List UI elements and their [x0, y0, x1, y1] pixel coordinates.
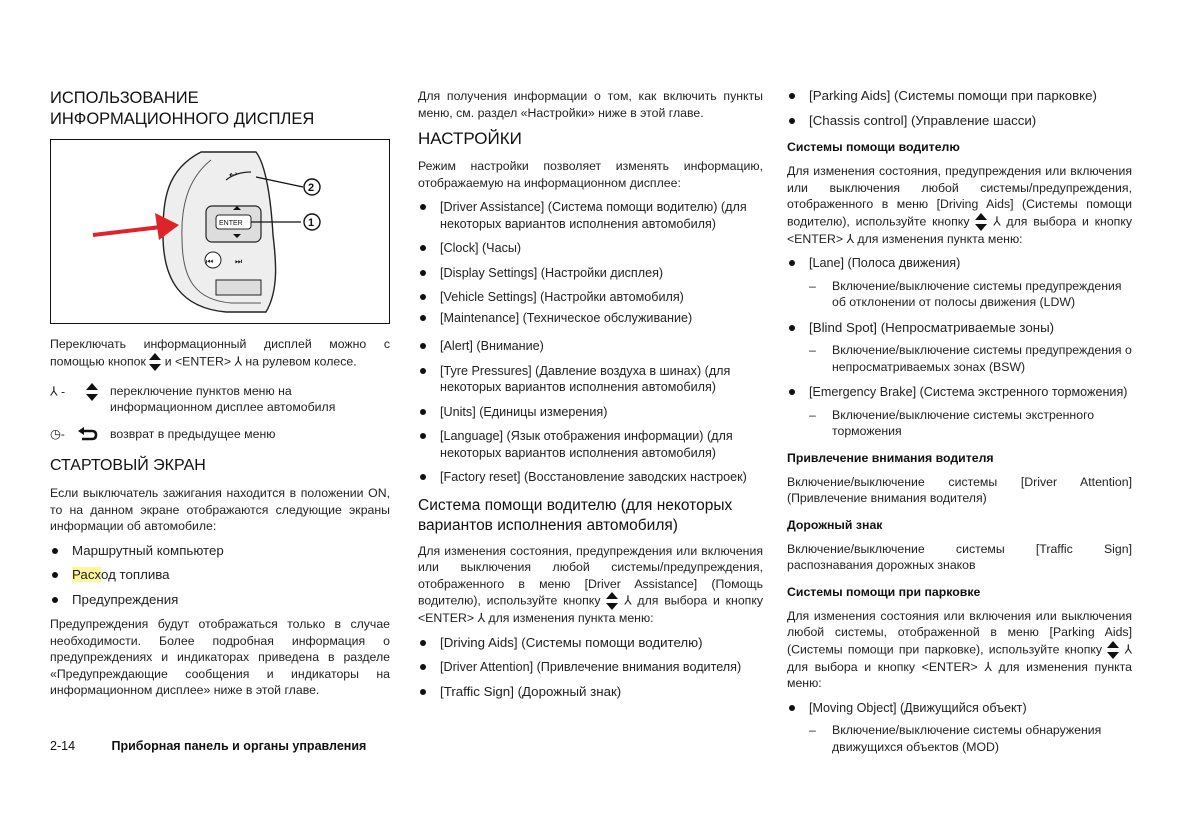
settings-list — [418, 199, 763, 486]
list-item: [Blind Spot] (Непросматриваемые зоны) — [787, 320, 1132, 337]
list-item: Расход топлива — [50, 567, 390, 584]
list-item: [Driving Aids] (Системы помощи водителю) — [418, 635, 763, 652]
driver-assistance-list — [418, 635, 763, 701]
list-item: [Emergency Brake] (Система экстренного торможения) — [787, 384, 1132, 401]
list-item: [Alert] (Внимание) — [418, 338, 763, 355]
list-item: [Maintenance] (Техническое обслуживание) — [418, 310, 763, 327]
warnings-paragraph: Предупреждения будут отображаться только в случае необходимости. Более подробная информация о предупреждениях и индикаторах приведена в разделе «Предупреждающие сообщения и индикаторы на информационном дисплее» ниже в этой главе. — [50, 617, 390, 697]
driver-assistance-heading: Система помощи водителю (для некоторых вариантов исполнения автомобиля) — [418, 496, 733, 534]
driving-aids-list — [787, 255, 1132, 272]
up-down-arrows-icon — [149, 353, 161, 371]
svg-text:↩: ↩ — [229, 170, 238, 181]
enter-label: ENTER — [219, 220, 243, 227]
traffic-sign-paragraph: Включение/выключение системы [Traffic Sign] распознавания дорожных знаков — [787, 541, 1132, 572]
parking-aids-list — [787, 700, 1132, 717]
red-arrow-shaft — [93, 227, 161, 235]
page-footer — [50, 739, 366, 753]
parking-aids-heading: Системы помощи при парковке — [787, 584, 981, 599]
driver-assistance-paragraph: Для изменения состояния, предупреждения или включения или выключения любой системы/предупреждения, отображенного в меню [Driver Assistance] (Помощь водителю), используйте кнопку ⅄ для выбора и кнопку <ENTER> ⅄ для изменения пункта меню: — [418, 543, 763, 625]
intro-paragraph: Переключать информационный дисплей можно с помощью кнопок и <ENTER> ⅄ на рулевом колесе. — [50, 336, 390, 371]
column-right — [787, 88, 1132, 764]
svg-text:2: 2 — [308, 182, 315, 194]
settings-paragraph: Режим настройки позволяет изменять информацию, отображаемую на информационном дисплее: — [418, 159, 763, 190]
sub-item: – Включение/выключение системы обнаружения движущихся объектов (MOD) — [809, 723, 1102, 754]
parking-aids-paragraph: Для изменения состояния или включения или выключения любой системы, отображенной в меню [Parking Aids] (Системы помощи при парковке), используйте кнопку ⅄ для выбора и кнопку <ENTER> ⅄ для изменения пункта меню: — [787, 608, 1132, 690]
list-item: [Lane] (Полоса движения) — [787, 255, 1132, 272]
enter-icon: ⅄ — [234, 353, 242, 368]
attention-paragraph: Включение/выключение системы [Driver Attention] (Привлечение внимания водителя) — [787, 474, 1132, 505]
settings-heading: НАСТРОЙКИ — [418, 129, 522, 148]
enter-icon: ⅄ — [1124, 641, 1132, 656]
driving-aids-list-3 — [787, 384, 1132, 401]
up-down-arrows-icon — [86, 383, 98, 401]
driving-aids-list-2 — [787, 320, 1132, 337]
svg-text:⏮: ⏮ — [206, 257, 214, 266]
sub-item: – Включение/выключение системы экстренного торможения — [809, 407, 1095, 438]
back-arrow-icon — [78, 427, 98, 441]
list-item: [Vehicle Settings] (Настройки автомобиля) — [418, 289, 763, 306]
enter-icon: ⅄ — [984, 659, 992, 674]
list-item: [Moving Object] (Движущийся объект) — [787, 700, 1132, 717]
list-item: [Traffic Sign] (Дорожный знак) — [418, 684, 763, 701]
attention-heading: Привлечение внимания водителя — [787, 450, 994, 465]
page-number: 2-14 — [50, 739, 76, 753]
up-down-arrows-icon — [975, 213, 987, 231]
list-item: [Units] (Единицы измерения) — [418, 404, 763, 421]
footer-title: Приборная панель и органы управления — [111, 739, 367, 753]
svg-text:1: 1 — [308, 217, 315, 229]
col2-intro: Для получения информации о том, как включить пункты меню, см. раздел «Настройки» ниже в этой главе. — [418, 89, 763, 120]
legend-item-switch: ⅄ - переключение пунктов меню на информационном дисплее автомобиля — [50, 383, 336, 414]
enter-icon: ⅄ — [624, 593, 632, 608]
sub-item: – Включение/выключение системы предупреждения об отклонении от полосы движения (LDW) — [809, 278, 1122, 309]
up-down-arrows-icon — [606, 592, 618, 610]
svg-text:⏭: ⏭ — [235, 257, 243, 266]
enter-icon: ⅄ — [846, 231, 854, 246]
enter-icon: ⅄ — [50, 383, 58, 398]
list-item: [Display Settings] (Настройки дисплея) — [418, 265, 763, 282]
enter-icon: ⅄ — [993, 213, 1001, 228]
start-paragraph: Если выключатель зажигания находится в положении ON, то на данном экране отображаются следующие экраны информации об автомобиле: — [50, 486, 390, 533]
up-down-arrows-icon — [1107, 641, 1119, 659]
driving-aids-paragraph: Для изменения состояния, предупреждения или включения или выключения любой системы/предупреждения, отображенного в меню [Driving Aids] (Системы помощи водителю), используйте кнопку ⅄ для выбора и кнопку <ENTER> ⅄ для изменения пункта меню: — [787, 164, 1132, 246]
highlight: Расх — [72, 567, 101, 582]
clock-icon: ◷ — [50, 426, 61, 441]
list-item: [Driver Attention] (Привлечение внимания водителя) — [418, 659, 763, 676]
list-item: [Driver Assistance] (Система помощи водителю) (для некоторых вариантов исполнения автомобиля) — [418, 199, 763, 232]
column-left — [50, 88, 390, 707]
list-item: [Tyre Pressures] (Давление воздуха в шинах) (для некоторых вариантов исполнения автомобиля) — [418, 363, 763, 396]
steering-controls-illustration — [50, 139, 390, 324]
list-item: [Parking Aids] (Системы помощи при парковке) — [787, 88, 1132, 105]
section-heading-display: ИСПОЛЬЗОВАНИЕ ИНФОРМАЦИОННОГО ДИСПЛЕЯ — [50, 89, 315, 128]
column-middle — [418, 88, 763, 708]
list-item: [Language] (Язык отображения информации) (для некоторых вариантов исполнения автомобиля) — [418, 428, 763, 461]
start-screen-heading: СТАРТОВЫЙ ЭКРАН — [50, 457, 206, 474]
enter-icon: ⅄ — [477, 611, 485, 625]
legend-item-back: ◷- возврат в предыдущее меню — [50, 426, 276, 441]
list-item: [Chassis control] (Управление шасси) — [787, 113, 1132, 130]
list-item: Маршрутный компьютер — [50, 543, 390, 560]
list-item: [Factory reset] (Восстановление заводских настроек) — [418, 469, 763, 486]
list-item: Предупреждения — [50, 592, 390, 609]
start-list — [50, 543, 390, 609]
list-item: [Clock] (Часы) — [418, 240, 763, 257]
sub-item: – Включение/выключение системы предупреждения о непросматриваемых зонах (BSW) — [809, 343, 1132, 374]
traffic-sign-heading: Дорожный знак — [787, 517, 883, 532]
driving-aids-heading: Системы помощи водителю — [787, 140, 960, 154]
steering-switch-drawing — [51, 140, 389, 323]
top-list — [787, 88, 1132, 129]
